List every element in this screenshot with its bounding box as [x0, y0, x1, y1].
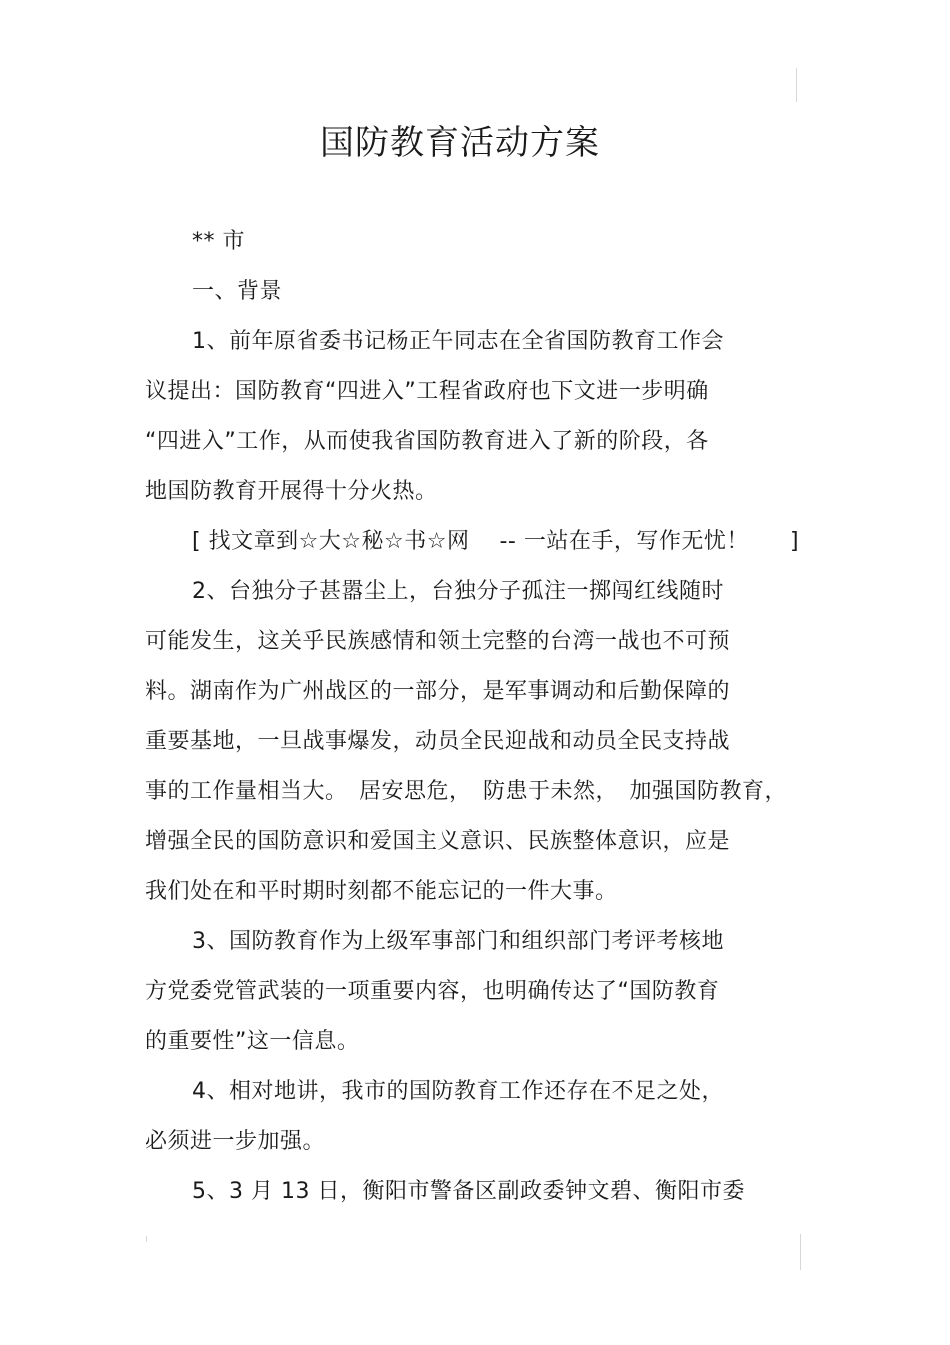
paragraph-5-line-1: 5、3 月 13 日，衡阳市警备区副政委钟文碧、衡阳市委 — [192, 1179, 745, 1204]
paragraph-2-line-3: 料。湖南作为广州战区的一部分，是军事调动和后勤保障的 — [145, 679, 731, 704]
bottom-left-crop-mark — [146, 1236, 147, 1242]
paragraph-2-line-2: 可能发生，这关乎民族感情和领土完整的台湾一战也不可预 — [145, 629, 731, 654]
paragraph-2-line-1: 2、台独分子甚嚣尘上，台独分子孤注一掷闯红线随时 — [192, 579, 724, 604]
paragraph-1-line-3: “四进入”工作，从而使我省国防教育进入了新的阶段，各 — [145, 429, 709, 454]
section-heading-background: 一、背景 — [192, 279, 283, 304]
paragraph-2-line-4: 重要基地，一旦战事爆发，动员全民迎战和动员全民支持战 — [145, 729, 731, 754]
top-right-crop-mark — [796, 68, 797, 102]
city-heading: ** 市 — [192, 229, 245, 254]
promo-line: [ 找文章到☆大☆秘☆书☆网 -- 一站在手，写作无忧！ — [192, 529, 749, 554]
paragraph-1-line-2: 议提出：国防教育“四进入”工程省政府也下文进一步明确 — [145, 379, 709, 404]
paragraph-2-line-7: 我们处在和平时期时刻都不能忘记的一件大事。 — [145, 879, 618, 904]
paragraph-3-line-1: 3、国防教育作为上级军事部门和组织部门考评考核地 — [192, 929, 724, 954]
bottom-right-crop-mark — [800, 1234, 801, 1270]
paragraph-2-line-5: 事的工作量相当大。 居安思危， 防患于未然， 加强国防教育， — [145, 779, 788, 804]
paragraph-3-line-2: 方党委党管武装的一项重要内容，也明确传达了“国防教育 — [145, 979, 720, 1004]
promo-line-close-bracket: ] — [790, 529, 799, 554]
paragraph-1-line-4: 地国防教育开展得十分火热。 — [145, 479, 438, 504]
paragraph-1-line-1: 1、前年原省委书记杨正午同志在全省国防教育工作会 — [192, 329, 724, 354]
paragraph-4-line-2: 必须进一步加强。 — [145, 1129, 326, 1154]
paragraph-4-line-1: 4、相对地讲，我市的国防教育工作还存在不足之处， — [192, 1079, 724, 1104]
paragraph-2-line-6: 增强全民的国防意识和爱国主义意识、民族整体意识，应是 — [145, 829, 731, 854]
document-title: 国防教育活动方案 — [320, 123, 600, 163]
paragraph-3-line-3: 的重要性”这一信息。 — [145, 1029, 360, 1054]
